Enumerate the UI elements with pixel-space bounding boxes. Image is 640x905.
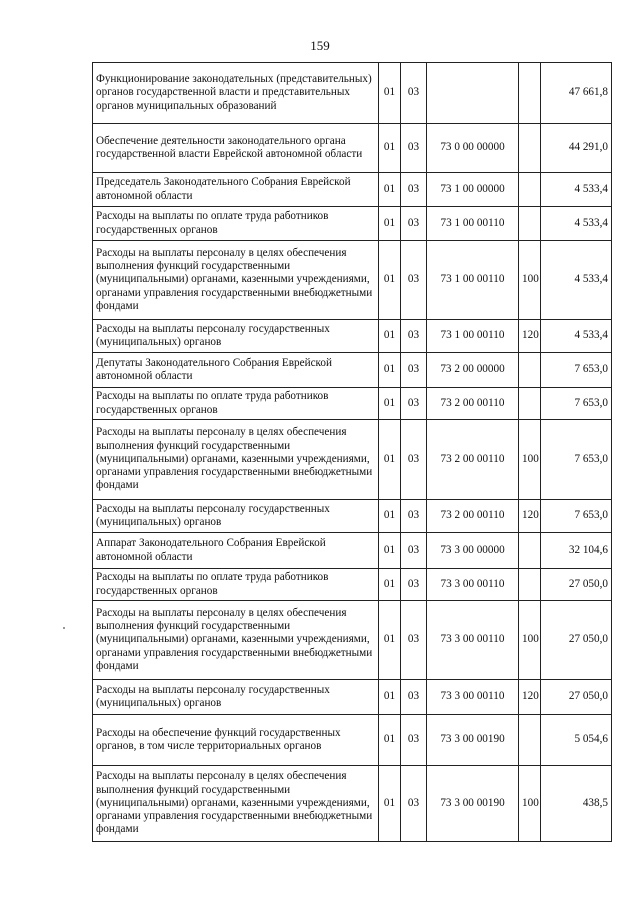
target-item-code: 73 1 00 00110 <box>427 207 519 241</box>
expense-type-code <box>519 207 541 241</box>
subsection-code: 03 <box>401 766 427 842</box>
section-code: 01 <box>379 766 401 842</box>
expense-type-code: 100 <box>519 601 541 680</box>
page-number: 159 <box>310 38 330 53</box>
table-row <box>93 680 612 715</box>
subsection-code: 03 <box>401 715 427 766</box>
subsection-code: 03 <box>401 500 427 533</box>
target-item-code: 73 3 00 00110 <box>427 601 519 680</box>
expense-type-code <box>519 63 541 124</box>
expense-type-code <box>519 569 541 601</box>
row-name: Председатель Законодательного Собрания Еврейской автономной области <box>93 173 379 207</box>
subsection-code: 03 <box>401 601 427 680</box>
row-name: Расходы на выплаты персоналу государственных (муниципальных) органов <box>93 320 379 353</box>
subsection-code: 03 <box>401 173 427 207</box>
row-name: Депутаты Законодательного Собрания Еврейской автономной области <box>93 353 379 388</box>
row-name: Аппарат Законодательного Собрания Еврейской автономной области <box>93 533 379 569</box>
expense-type-code <box>519 173 541 207</box>
table-row <box>93 601 612 680</box>
target-item-code: 73 3 00 00190 <box>427 766 519 842</box>
section-code: 01 <box>379 680 401 715</box>
expense-type-code: 100 <box>519 420 541 500</box>
expense-type-code <box>519 388 541 420</box>
subsection-code: 03 <box>401 388 427 420</box>
table-row <box>93 320 612 353</box>
table-row <box>93 533 612 569</box>
subsection-code: 03 <box>401 420 427 500</box>
amount: 27 050,0 <box>541 601 612 680</box>
expense-type-code <box>519 353 541 388</box>
subsection-code: 03 <box>401 207 427 241</box>
row-name: Расходы на выплаты персоналу в целях обеспечения выполнения функций государственными (муниципальными) органами, казенными учреждениями, органами управления государственными внебюджетными фондами <box>93 601 379 680</box>
section-code: 01 <box>379 420 401 500</box>
subsection-code: 03 <box>401 569 427 601</box>
expense-type-code: 120 <box>519 500 541 533</box>
section-code: 01 <box>379 500 401 533</box>
expense-type-code <box>519 715 541 766</box>
amount: 4 533,4 <box>541 320 612 353</box>
target-item-code: 73 2 00 00110 <box>427 420 519 500</box>
target-item-code <box>427 63 519 124</box>
section-code: 01 <box>379 173 401 207</box>
subsection-code: 03 <box>401 533 427 569</box>
section-code: 01 <box>379 569 401 601</box>
expense-type-code <box>519 533 541 569</box>
amount: 4 533,4 <box>541 207 612 241</box>
table-row <box>93 388 612 420</box>
amount: 7 653,0 <box>541 388 612 420</box>
table-row <box>93 420 612 500</box>
amount: 4 533,4 <box>541 241 612 320</box>
section-code: 01 <box>379 320 401 353</box>
section-code: 01 <box>379 601 401 680</box>
section-code: 01 <box>379 353 401 388</box>
row-name: Расходы на выплаты персоналу в целях обеспечения выполнения функций государственными (муниципальными) органами, казенными учреждениями, органами управления государственными внебюджетными фондами <box>93 420 379 500</box>
target-item-code: 73 1 00 00110 <box>427 320 519 353</box>
target-item-code: 73 1 00 00000 <box>427 173 519 207</box>
row-name: Расходы на выплаты по оплате труда работников государственных органов <box>93 388 379 420</box>
amount: 7 653,0 <box>541 353 612 388</box>
subsection-code: 03 <box>401 353 427 388</box>
section-code: 01 <box>379 207 401 241</box>
amount: 27 050,0 <box>541 680 612 715</box>
target-item-code: 73 3 00 00190 <box>427 715 519 766</box>
table-row <box>93 207 612 241</box>
amount: 4 533,4 <box>541 173 612 207</box>
row-name: Обеспечение деятельности законодательного органа государственной власти Еврейской автономной области <box>93 124 379 173</box>
expense-type-code: 120 <box>519 680 541 715</box>
section-code: 01 <box>379 533 401 569</box>
table-row <box>93 63 612 124</box>
target-item-code: 73 3 00 00110 <box>427 680 519 715</box>
expense-type-code: 100 <box>519 766 541 842</box>
scan-speck <box>63 627 65 629</box>
subsection-code: 03 <box>401 63 427 124</box>
amount: 438,5 <box>541 766 612 842</box>
target-item-code: 73 0 00 00000 <box>427 124 519 173</box>
amount: 27 050,0 <box>541 569 612 601</box>
amount: 32 104,6 <box>541 533 612 569</box>
target-item-code: 73 2 00 00110 <box>427 500 519 533</box>
table-row <box>93 353 612 388</box>
section-code: 01 <box>379 241 401 320</box>
row-name: Расходы на обеспечение функций государственных органов, в том числе территориальных органов <box>93 715 379 766</box>
row-name: Расходы на выплаты персоналу государственных (муниципальных) органов <box>93 680 379 715</box>
table-row <box>93 500 612 533</box>
amount: 7 653,0 <box>541 500 612 533</box>
row-name: Расходы на выплаты персоналу государственных (муниципальных) органов <box>93 500 379 533</box>
amount: 5 054,6 <box>541 715 612 766</box>
subsection-code: 03 <box>401 680 427 715</box>
table-row <box>93 241 612 320</box>
amount: 7 653,0 <box>541 420 612 500</box>
section-code: 01 <box>379 63 401 124</box>
amount: 47 661,8 <box>541 63 612 124</box>
expense-type-code <box>519 124 541 173</box>
target-item-code: 73 3 00 00000 <box>427 533 519 569</box>
row-name: Функционирование законодательных (представительных) органов государственной власти и представительных органов муниципальных образований <box>93 63 379 124</box>
target-item-code: 73 2 00 00110 <box>427 388 519 420</box>
subsection-code: 03 <box>401 320 427 353</box>
row-name: Расходы на выплаты по оплате труда работников государственных органов <box>93 207 379 241</box>
target-item-code: 73 3 00 00110 <box>427 569 519 601</box>
row-name: Расходы на выплаты персоналу в целях обеспечения выполнения функций государственными (муниципальными) органами, казенными учреждениями, органами управления государственными внебюджетными фондами <box>93 241 379 320</box>
subsection-code: 03 <box>401 124 427 173</box>
table-row <box>93 569 612 601</box>
table-row <box>93 173 612 207</box>
budget-table <box>92 62 612 842</box>
section-code: 01 <box>379 124 401 173</box>
target-item-code: 73 2 00 00000 <box>427 353 519 388</box>
target-item-code: 73 1 00 00110 <box>427 241 519 320</box>
expense-type-code: 100 <box>519 241 541 320</box>
subsection-code: 03 <box>401 241 427 320</box>
expense-type-code: 120 <box>519 320 541 353</box>
row-name: Расходы на выплаты по оплате труда работников государственных органов <box>93 569 379 601</box>
section-code: 01 <box>379 388 401 420</box>
section-code: 01 <box>379 715 401 766</box>
table-row <box>93 715 612 766</box>
row-name: Расходы на выплаты персоналу в целях обеспечения выполнения функций государственными (муниципальными) органами, казенными учреждениями, органами управления государственными внебюджетными фондами <box>93 766 379 842</box>
table-row <box>93 124 612 173</box>
table-row <box>93 766 612 842</box>
amount: 44 291,0 <box>541 124 612 173</box>
